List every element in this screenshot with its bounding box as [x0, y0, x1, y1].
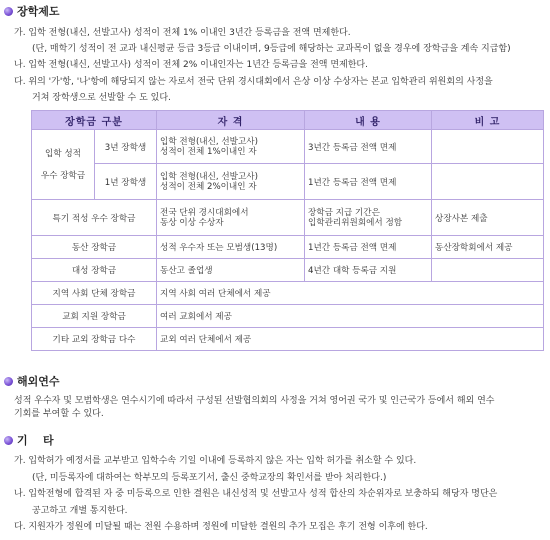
cell-text: 장학금 지급 기간은	[308, 207, 380, 218]
section-scholarship-heading	[4, 3, 60, 19]
qualification-cell: 성적 우수자 또는 모범생(13명)	[157, 236, 305, 259]
cell-text: 입학 전형(내신, 선발고사)	[160, 136, 258, 147]
content-cell: 1년간 등록금 전액 면제	[305, 236, 432, 259]
category-name: 교회 지원 장학금	[32, 305, 157, 328]
text-line: 다. 위의 '가'항, '나'항에 해당되지 않는 자로서 전국 단위 경시대회에서 은상 이상 수상자는 본교 입학관리 위원회의 사정을	[14, 77, 493, 87]
content-cell: 3년간 등록금 전액 면제	[305, 130, 432, 164]
bullet-icon	[4, 377, 13, 386]
text-line: 나. 입학전형에 합격된 자 중 미등록으로 인한 결원은 내신성적 및 선발고사 성적 합산의 차순위자로 보충하되 해당자 명단은	[14, 489, 498, 499]
text-line: 가. 입학허가 예정서를 교부받고 입학수속 기일 이내에 등록하지 않은 자는 입학 허가를 취소할 수 있다.	[14, 456, 417, 466]
table-row	[32, 236, 544, 259]
section-title: 장학제도	[17, 5, 60, 18]
text-line: (단, 미등록자에 대하여는 학부모의 등록포기서, 출신 중학교장의 확인서를 받아 처리한다.)	[32, 473, 387, 483]
section-etc-heading	[4, 432, 54, 448]
section-abroad-heading	[4, 373, 60, 389]
text-line: 성적 우수자 및 모범학생은 연수시기에 따라서 구성된 선발협의회의 사정을 거쳐 영어권 국가 및 인근국가 등에서 해외 연수	[14, 396, 495, 406]
group-cell	[32, 130, 95, 200]
text-line: 다. 지원자가 정원에 미달될 때는 전원 수용하며 정원에 미달한 결원의 추가 모집은 후기 전형 이후에 한다.	[14, 522, 428, 532]
qualification-cell: 동산고 졸업생	[157, 259, 305, 282]
qualification-cell	[157, 164, 305, 200]
category-name: 동산 장학금	[32, 236, 157, 259]
text-line: 나. 입학 전형(내신, 선발고사) 성적이 전체 2% 이내인자는 1년간 등록금을 전액 면제한다.	[14, 60, 368, 70]
section-title: 해외연수	[17, 375, 60, 388]
bullet-icon	[4, 436, 13, 445]
column-header: 장학금 구분	[32, 111, 157, 130]
cell-text: 동상 이상 수상자	[160, 217, 224, 228]
table-row	[32, 200, 544, 236]
text-line: 공고하고 개별 통지한다.	[32, 506, 128, 516]
table-row	[32, 305, 544, 328]
cell-text: 성적이 전체 1%이내인 자	[160, 146, 257, 157]
qualification-cell	[157, 130, 305, 164]
text-line: 거쳐 장학생으로 선발할 수 도 있다.	[32, 93, 171, 103]
category-name: 기타 교외 장학금 다수	[32, 328, 157, 351]
sub-category: 3년 장학생	[95, 130, 157, 164]
note-cell	[432, 130, 544, 164]
bullet-icon	[4, 7, 13, 16]
text-line: 기회를 부여할 수 있다.	[14, 409, 104, 419]
category-name: 특기 적성 우수 장학금	[32, 200, 157, 236]
group-label: 입학 성적	[45, 148, 81, 159]
cell-text: 성적이 전체 2%이내인 자	[160, 181, 257, 192]
text-line: 가. 입학 전형(내신, 선발고사) 성적이 전체 1% 이내인 3년간 등록금을 전액 면제한다.	[14, 28, 351, 38]
note-cell: 동산장학회에서 제공	[432, 236, 544, 259]
cell-text: 전국 단위 경시대회에서	[160, 207, 249, 218]
table-row	[32, 328, 544, 351]
merged-cell: 지역 사회 여러 단체에서 제공	[157, 282, 544, 305]
section-title: 기 타	[17, 434, 54, 447]
table-row	[32, 259, 544, 282]
table-header-row	[32, 111, 544, 130]
content-cell: 4년간 대학 등록금 지원	[305, 259, 432, 282]
note-cell: 상장사본 제출	[432, 200, 544, 236]
cell-text: 입학관리위원회에서 정함	[308, 217, 403, 228]
scholarship-table	[31, 110, 544, 351]
column-header: 자 격	[157, 111, 305, 130]
group-label: 우수 장학금	[40, 170, 86, 181]
qualification-cell	[157, 200, 305, 236]
sub-category: 1년 장학생	[95, 164, 157, 200]
table-row	[32, 130, 544, 164]
column-header: 내 용	[305, 111, 432, 130]
note-cell	[432, 259, 544, 282]
table-row	[32, 282, 544, 305]
merged-cell: 여러 교회에서 제공	[157, 305, 544, 328]
column-header: 비 고	[432, 111, 544, 130]
cell-text: 입학 전형(내신, 선발고사)	[160, 171, 258, 182]
text-line: (단, 매학기 성적이 전 교과 내신평균 등급 3등급 이내이며, 9등급에 해당하는 교과목이 없을 경우에 장학금을 계속 지급함)	[32, 44, 511, 54]
table-row	[32, 164, 544, 200]
category-name: 대성 장학금	[32, 259, 157, 282]
merged-cell: 교외 여러 단체에서 제공	[157, 328, 544, 351]
note-cell	[432, 164, 544, 200]
content-cell: 1년간 등록금 전액 면제	[305, 164, 432, 200]
content-cell	[305, 200, 432, 236]
category-name: 지역 사회 단체 장학금	[32, 282, 157, 305]
